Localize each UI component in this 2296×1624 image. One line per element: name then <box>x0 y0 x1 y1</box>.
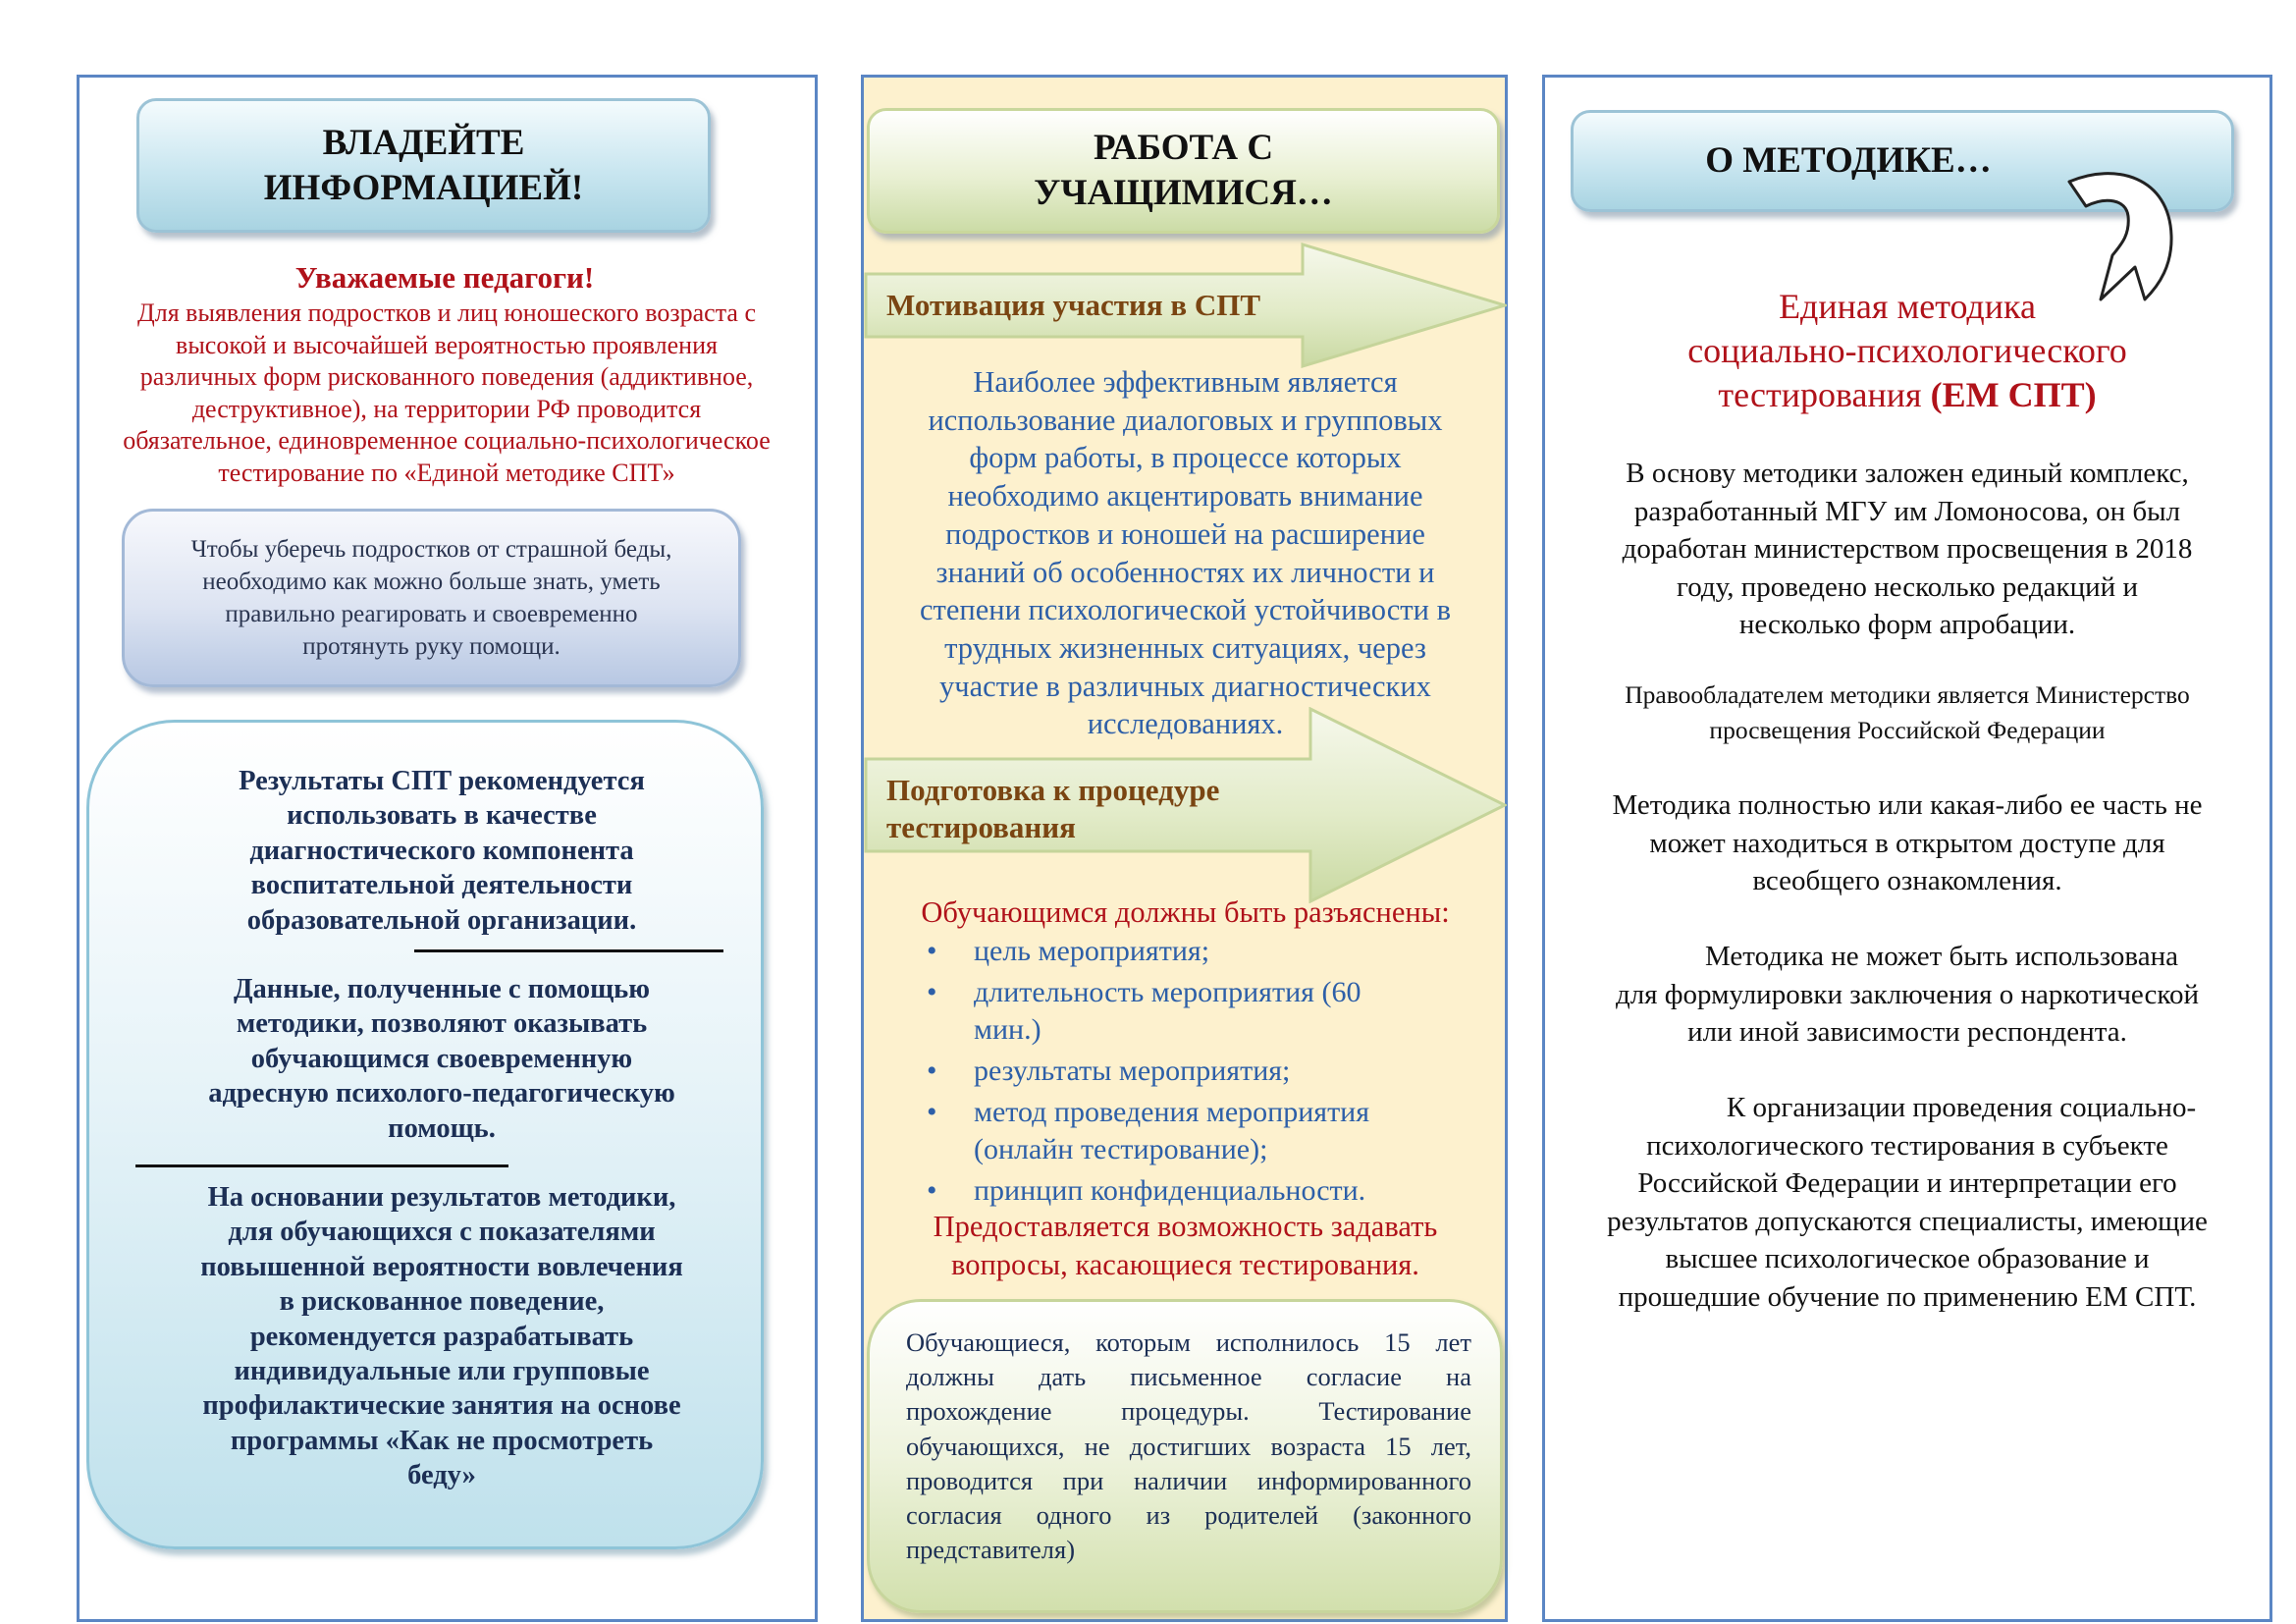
list-item: • результаты мероприятия; <box>921 1053 1470 1090</box>
results-line: обучающимся своевременную <box>250 1043 633 1074</box>
motivation-line: использование диалоговых и групповых <box>928 403 1443 437</box>
method-line: Методика полностью или какая-либо ее часть не <box>1612 789 2203 821</box>
results-line: беду» <box>407 1460 476 1491</box>
list-item: • метод проведения мероприятия (онлайн тестирование); <box>927 1096 1370 1165</box>
header-info-text: ВЛАДЕЙТЕ ИНФОРМАЦИЕЙ! <box>263 122 584 208</box>
callout-line: Чтобы уберечь подростков от страшной беды, <box>190 536 672 563</box>
callout-line: необходимо как можно больше знать, уметь <box>202 568 661 595</box>
method-line: К организации проведения социально- <box>1726 1092 2197 1123</box>
motivation-text <box>864 363 1507 743</box>
divider-line <box>135 1164 508 1167</box>
results-line: помощь. <box>388 1112 496 1144</box>
motivation-line: знаний об особенностях их личности и <box>935 555 1435 589</box>
method-p4 <box>1551 938 2264 1052</box>
callout-line: правильно реагировать и своевременно <box>225 601 638 627</box>
results-line: На основании результатов методики, <box>207 1182 676 1213</box>
method-line: доработан министерством просвещения в 2018 <box>1622 533 2193 565</box>
results-line: использовать в качестве <box>287 800 597 832</box>
results-line: адресную психолого-педагогическую <box>208 1078 675 1110</box>
consent-box <box>867 1299 1503 1613</box>
bullet: • <box>927 1174 937 1207</box>
intro-line: тестирование по «Единой методике СПТ» <box>218 458 675 487</box>
intro-text <box>88 298 805 489</box>
explain-title: Обучающимся должны быть разъяснены: <box>921 895 1450 929</box>
questions-line: Предоставляется возможность задавать <box>933 1210 1438 1243</box>
intro-line: деструктивное), на территории РФ проводится <box>191 394 702 423</box>
method-p3 <box>1551 786 2264 900</box>
results-line: для обучающихся с показателями <box>228 1217 656 1248</box>
motivation-line: трудных жизненных ситуациях, через <box>944 630 1426 665</box>
method-title-line: Единая методика <box>1779 287 2036 326</box>
method-line: В основу методики заложен единый комплекс, <box>1626 458 2189 489</box>
results-line: профилактические занятия на основе <box>202 1390 681 1422</box>
header-work <box>867 108 1500 234</box>
results-block-3 <box>157 1180 726 1493</box>
method-line: результатов допускаются специалисты, имеющие <box>1607 1205 2208 1237</box>
method-p2 <box>1551 677 2264 748</box>
intro-line: Для выявления подростков и лиц юношеского возраста с <box>137 298 756 327</box>
header-method-text: О МЕТОДИКЕ… <box>1705 140 1992 181</box>
results-line: повышенной вероятности вовлечения <box>200 1251 683 1282</box>
results-line: в рискованное поведение, <box>279 1286 605 1318</box>
list-item: • принцип конфиденциальности. <box>921 1172 1470 1210</box>
method-title <box>1551 285 2264 417</box>
method-line: всеобщего ознакомления. <box>1752 865 2062 896</box>
motivation-line: Наиболее эффективным является <box>973 365 1398 399</box>
results-line: методики, позволяют оказывать <box>236 1008 648 1040</box>
method-line: Российской Федерации и интерпретации его <box>1637 1167 2177 1199</box>
arrow-preparation-label: Подготовка к процедуре тестирования <box>886 773 1220 844</box>
bullet: • <box>927 1096 937 1128</box>
method-line: высшее психологическое образование и <box>1665 1243 2150 1274</box>
results-line: воспитательной деятельности <box>250 870 633 901</box>
intro-line: различных форм рискованного поведения (аддиктивное, <box>139 362 754 391</box>
bullet: • <box>927 1055 937 1087</box>
method-line: или иной зависимости респондента. <box>1687 1016 2127 1048</box>
questions-text <box>864 1208 1507 1283</box>
method-line: может находиться в открытом доступе для <box>1649 827 2165 859</box>
header-work-text: РАБОТА С УЧАЩИМИСЯ… <box>1034 128 1333 213</box>
method-line: психологического тестирования в субъекте <box>1646 1129 2168 1162</box>
greeting: Уважаемые педагоги! <box>294 260 595 295</box>
method-line: Методика не может быть использована <box>1705 941 2178 972</box>
method-p1 <box>1551 455 2264 644</box>
list-item: • цель мероприятия; <box>921 933 1470 970</box>
bullet: • <box>927 935 937 967</box>
method-line: разработанный МГУ им Ломоносова, он был <box>1633 495 2181 527</box>
results-line: Результаты СПТ рекомендуется <box>239 766 645 796</box>
results-line: образовательной организации. <box>246 904 637 936</box>
motivation-line: исследованиях. <box>1087 707 1284 741</box>
motivation-line: участие в различных диагностических <box>939 669 1431 703</box>
results-line: Данные, полученные с помощью <box>233 974 651 1004</box>
consent-text: Обучающиеся, которым исполнилось 15 лет должны дать письменное согласие на прохождение процедуры. Тестирование обучающихся, не достигших возраста 15 лет, проводится при наличии информированного согласия одного из родителей (законного представителя) <box>906 1327 1471 1565</box>
motivation-line: подростков и юношей на расширение <box>945 516 1425 551</box>
results-line: программы «Как не просмотреть <box>230 1425 654 1456</box>
intro-line: высокой и высочайшей вероятностью проявления <box>176 330 718 359</box>
questions-line: вопросы, касающиеся тестирования. <box>951 1247 1419 1281</box>
method-line: несколько форм апробации. <box>1738 609 2076 640</box>
results-line: рекомендуется разрабатывать <box>249 1321 634 1352</box>
intro-line: обязательное, единовременное социально-психологическое <box>123 426 771 455</box>
motivation-line: форм работы, в процессе которых <box>969 441 1402 475</box>
method-line: просвещения Российской Федерации <box>1709 716 2106 744</box>
motivation-line: степени психологической устойчивости в <box>920 593 1451 627</box>
callout-box <box>122 509 741 687</box>
results-block-1 <box>157 764 726 938</box>
arrow-motivation-label: Мотивация участия в СПТ <box>886 288 1261 322</box>
method-p5 <box>1551 1089 2264 1316</box>
divider-line <box>414 949 723 952</box>
results-block-2 <box>157 972 726 1146</box>
method-title-abbr: (ЕМ СПТ) <box>1930 375 2097 414</box>
method-line: Правообладателем методики является Министерство <box>1625 680 2190 709</box>
explain-list <box>921 933 1470 1210</box>
method-title-line: тестирования (ЕМ СПТ) <box>1718 375 2097 414</box>
list-item: • длительность мероприятия (60 мин.) <box>927 976 1362 1046</box>
method-line: для формулировки заключения о наркотической <box>1615 978 2200 1010</box>
results-line: диагностического компонента <box>249 835 634 866</box>
header-info <box>136 98 711 233</box>
motivation-line: необходимо акцентировать внимание <box>947 479 1423 514</box>
callout-line: протянуть руку помощи. <box>302 633 561 660</box>
callout-text <box>125 533 738 663</box>
method-title-line: социально-психологического <box>1687 331 2127 370</box>
bullet: • <box>927 976 937 1008</box>
results-line: индивидуальные или групповые <box>234 1356 650 1387</box>
method-line: прошедшие обучение по применению ЕМ СПТ. <box>1618 1280 2197 1313</box>
method-line: году, проведено несколько редакций и <box>1677 570 2138 603</box>
